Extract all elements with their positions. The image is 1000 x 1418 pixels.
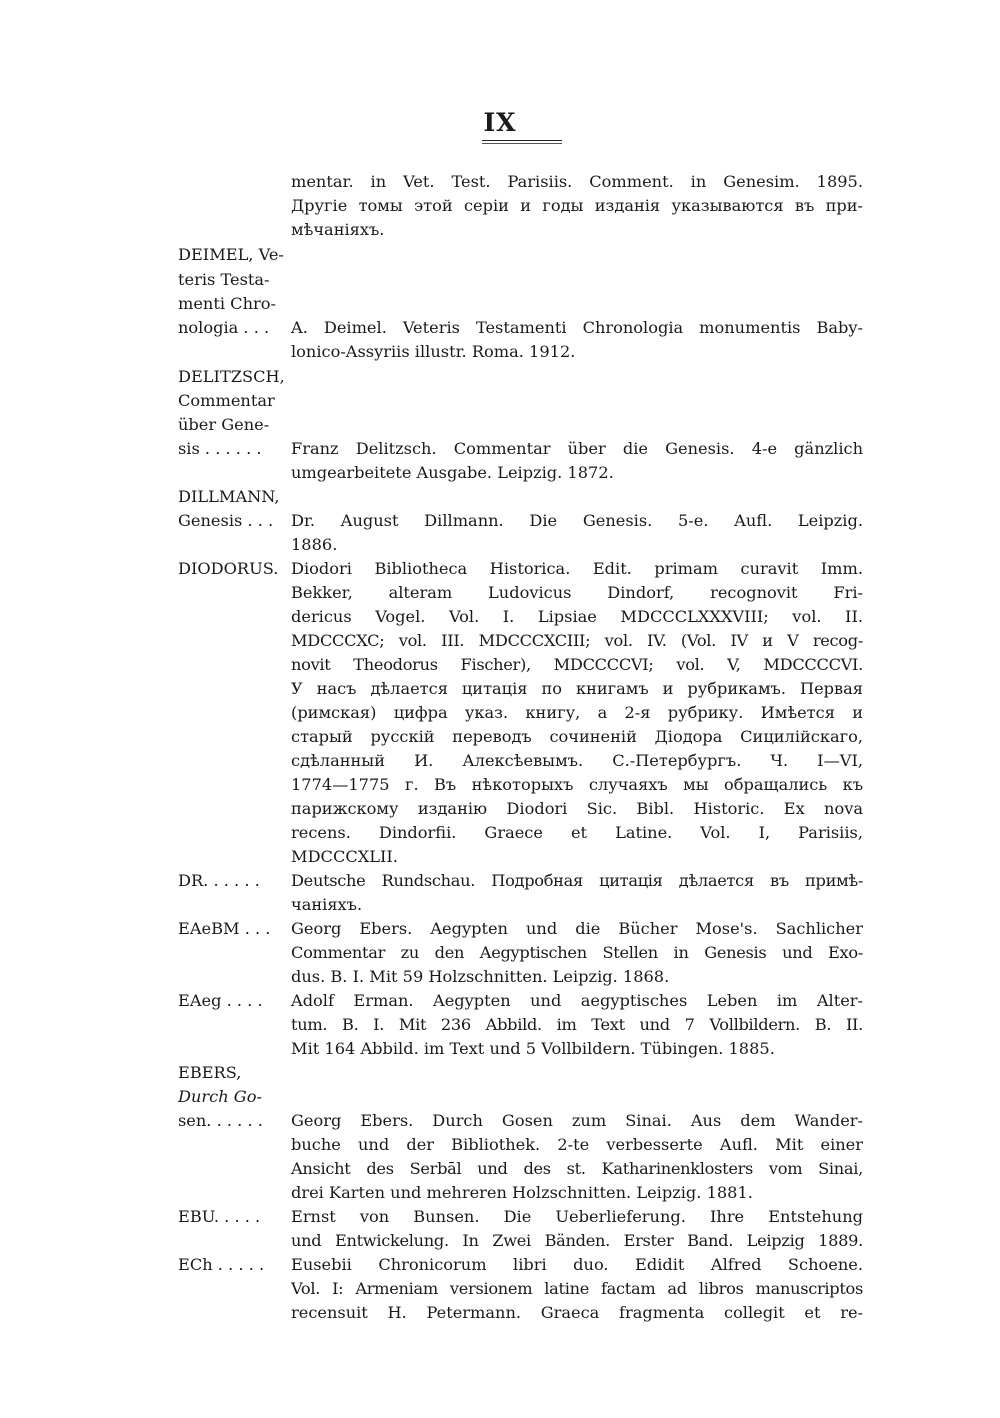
entry-text-line: Другіе томы этой серіи и годы изданія указываются въ при- bbox=[291, 196, 863, 215]
entry-text-line: 1774—1775 г. Въ нѣкоторыхъ случаяхъ мы обращались къ bbox=[291, 775, 863, 794]
entry-text-line: Diodori Bibliotheca Historica. Edit. primam curavit Imm. bbox=[291, 559, 863, 578]
entry-text-line: сдѣланный И. Алексѣевымъ. С.-Петербургъ. Ч. I—VI, bbox=[291, 751, 863, 770]
entry-key-line: EAeBM . . . bbox=[178, 919, 271, 938]
entry-text-line: старый русскій переводъ сочиненій Діодора Сицилійскаго, bbox=[291, 727, 863, 746]
entry-text-line: buche und der Bibliothek. 2-te verbesserte Aufl. Mit einer bbox=[291, 1135, 863, 1154]
entry-text-line: dus. B. I. Mit 59 Holzschnitten. Leipzig. 1868. bbox=[291, 967, 670, 986]
entry-text-line: 1886. bbox=[291, 535, 338, 554]
entry-text-line: drei Karten und mehreren Holzschnitten. Leipzig. 1881. bbox=[291, 1183, 753, 1202]
entry-text-line: lonico-Assyriis illustr. Roma. 1912. bbox=[291, 342, 576, 361]
entry-key-line: Commentar bbox=[178, 391, 275, 410]
entry-text-line: dericus Vogel. Vol. I. Lipsiae MDCCCLXXXVIII; vol. II. bbox=[291, 607, 863, 626]
entry-key-line: menti Chro- bbox=[178, 294, 276, 313]
entry-key-line: Durch Go- bbox=[178, 1087, 262, 1106]
entry-text-line: Ernst von Bunsen. Die Ueberlieferung. Ihre Entstehung bbox=[291, 1207, 863, 1226]
entry-key-line: Genesis . . . bbox=[178, 511, 274, 530]
folio-rule bbox=[482, 140, 562, 141]
entry-text-line: und Entwickelung. In Zwei Bänden. Erster Band. Leipzig 1889. bbox=[291, 1231, 863, 1250]
entry-text-line: Adolf Erman. Aegypten und aegyptisches Leben im Alter- bbox=[291, 991, 863, 1010]
entry-key-line: DILLMANN, bbox=[178, 487, 280, 506]
entry-text-line: Georg Ebers. Aegypten und die Bücher Mose's. Sachlicher bbox=[291, 919, 863, 938]
entry-text-line: Commentar zu den Aegyptischen Stellen in Genesis und Exo- bbox=[291, 943, 863, 962]
entry-text-line: MDCCCXLII. bbox=[291, 847, 398, 866]
entry-key-line: DEIMEL, Ve- bbox=[178, 245, 284, 264]
entry-key-line: EBERS, bbox=[178, 1063, 242, 1082]
entry-key-line: DELITZSCH, bbox=[178, 367, 285, 386]
entry-text-line: парижскому изданію Diodori Sic. Bibl. Historic. Ex nova bbox=[291, 799, 863, 818]
entry-text-line: recensuit H. Petermann. Graeca fragmenta collegit et re- bbox=[291, 1303, 863, 1322]
entry-key-line: ECh . . . . . bbox=[178, 1255, 265, 1274]
entry-key-line: über Gene- bbox=[178, 415, 270, 434]
entry-text-line: У насъ дѣлается цитація по книгамъ и рубрикамъ. Первая bbox=[291, 679, 863, 698]
entry-text-line: tum. B. I. Mit 236 Abbild. im Text und 7 Vollbildern. B. II. bbox=[291, 1015, 863, 1034]
entry-text-line: A. Deimel. Veteris Testamenti Chronologia monumentis Baby- bbox=[291, 318, 863, 337]
entry-text-line: Dr. August Dillmann. Die Genesis. 5-е. Aufl. Leipzig. bbox=[291, 511, 863, 530]
entry-text-line: mentar. in Vet. Test. Parisiis. Comment. in Genesim. 1895. bbox=[291, 172, 863, 191]
entry-key-line: sen. . . . . . bbox=[178, 1111, 263, 1130]
entry-text-line: Deutsche Rundschau. Подробная цитація дѣлается въ примѣ- bbox=[291, 871, 863, 890]
entry-key-line: DIODORUS. bbox=[178, 559, 279, 578]
entry-key-line: sis . . . . . . bbox=[178, 439, 262, 458]
entry-key-line: teris Testa- bbox=[178, 270, 270, 289]
folio-rule-lower bbox=[482, 143, 562, 144]
entry-text-line: recens. Dindorfii. Graece et Latine. Vol. I, Parisiis, bbox=[291, 823, 863, 842]
entry-text-line: umgearbeitete Ausgabe. Leipzig. 1872. bbox=[291, 463, 614, 482]
entry-key-line: DR. . . . . . bbox=[178, 871, 260, 890]
entry-text-line: Mit 164 Abbild. im Text und 5 Vollbildern. Tübingen. 1885. bbox=[291, 1039, 775, 1058]
entry-key-line: EBU. . . . . bbox=[178, 1207, 261, 1226]
entry-key-line: nologia . . . bbox=[178, 318, 270, 337]
entry-text-line: Georg Ebers. Durch Gosen zum Sinai. Aus dem Wander- bbox=[291, 1111, 863, 1130]
entry-text-line: Bekker, alteram Ludovicus Dindorf, recognovit Fri- bbox=[291, 583, 863, 602]
entry-text-line: Ansicht des Serbāl und des st. Katharinenklosters vom Sinai, bbox=[291, 1159, 863, 1178]
page-number: IX bbox=[483, 108, 517, 137]
entry-text-line: Eusebii Chronicorum libri duo. Edidit Alfred Schoene. bbox=[291, 1255, 863, 1274]
entry-text-line: novit Theodorus Fischer), MDCCCCVI; vol. V, MDCCCCVI. bbox=[291, 655, 863, 674]
entry-text-line: мѣчаніяхъ. bbox=[291, 220, 385, 239]
entry-text-line: Vol. I: Armeniam versionem latine factam ad libros manuscriptos bbox=[291, 1279, 863, 1298]
entry-key-line: EAeg . . . . bbox=[178, 991, 263, 1010]
entry-text-line: Franz Delitzsch. Commentar über die Genesis. 4-е gänzlich bbox=[291, 439, 863, 458]
entry-text-line: чаніяхъ. bbox=[291, 895, 363, 914]
entry-text-line: MDCCCXC; vol. III. MDCCCXCIII; vol. IV. (Vol. IV и V recog- bbox=[291, 631, 863, 650]
entry-text-line: (римская) цифра указ. книгу, а 2-я рубрику. Имѣется и bbox=[291, 703, 863, 722]
